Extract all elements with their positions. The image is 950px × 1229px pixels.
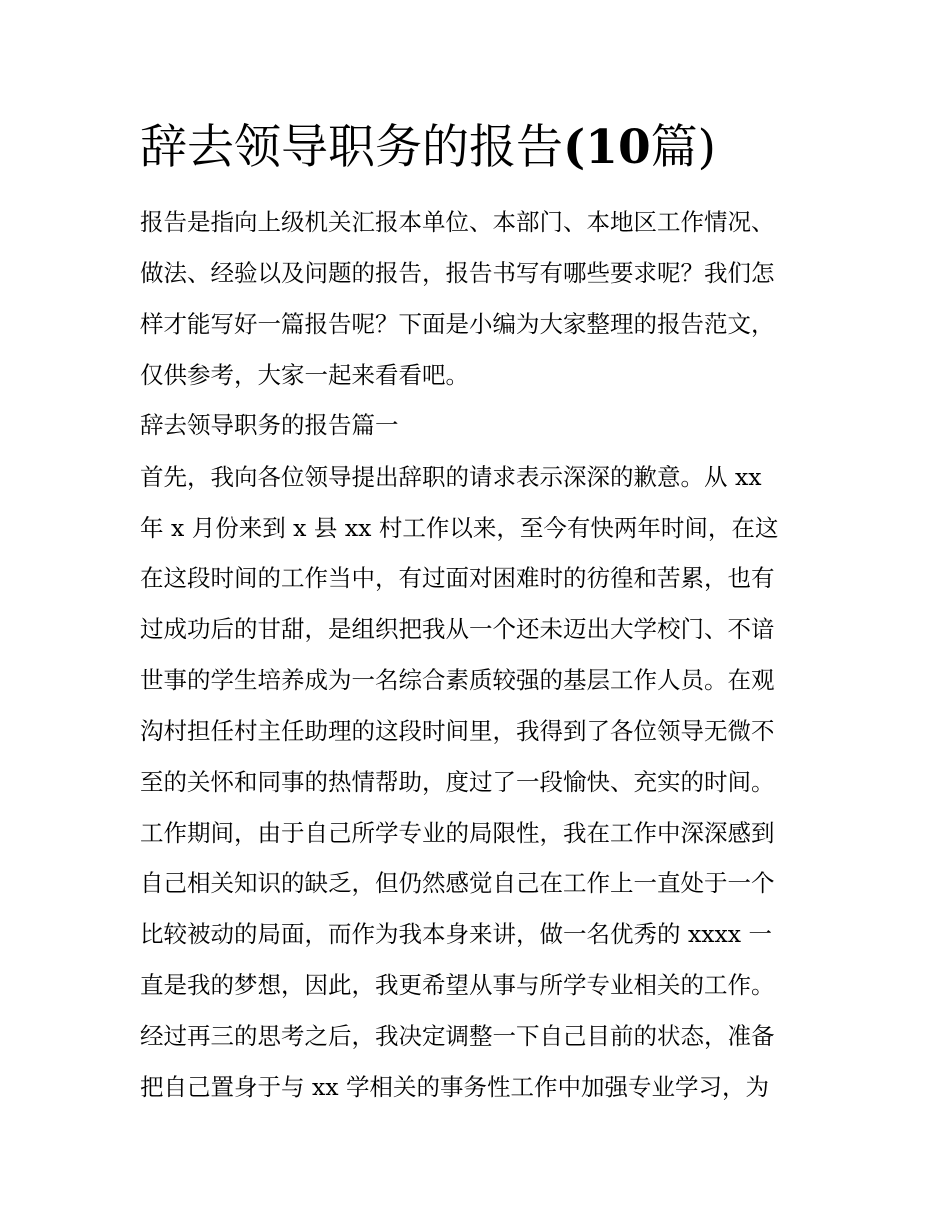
paragraph-line: 样才能写好一篇报告呢？下面是小编为大家整理的报告范文，: [140, 310, 775, 338]
paragraph-line: 把自己置身于与 xx 学相关的事务性工作中加强专业学习，为: [140, 1073, 769, 1101]
paragraph-line: 仅供参考，大家一起来看看吧。: [140, 361, 469, 389]
paragraph-line: 自己相关知识的缺乏，但仍然感觉自己在工作上一直处于一个: [140, 869, 775, 897]
paragraph-line: 报告是指向上级机关汇报本单位、本部门、本地区工作情况、: [140, 208, 775, 236]
paragraph-line: 世事的学生培养成为一名综合素质较强的基层工作人员。在观: [140, 666, 775, 694]
title-prefix: 辞去领导职务的报告: [140, 120, 563, 175]
paragraph-line: 年 x 月份来到 x 县 xx 村工作以来，至今有快两年时间，在这: [140, 514, 779, 542]
paragraph-line: 比较被动的局面，而作为我本身来讲，做一名优秀的 xxxx 一: [140, 920, 772, 948]
document-title: [140, 118, 820, 178]
paragraph-line: 工作期间，由于自己所学专业的局限性，我在工作中深深感到: [140, 819, 775, 847]
paragraph-line: 在这段时间的工作当中，有过面对困难时的彷徨和苦累，也有: [140, 564, 775, 592]
paragraph-line: 直是我的梦想，因此，我更希望从事与所学专业相关的工作。: [140, 971, 775, 999]
paragraph-line: 至的关怀和同事的热情帮助，度过了一段愉快、充实的时间。: [140, 768, 775, 796]
paragraph-line: 经过再三的思考之后，我决定调整一下自己目前的状态，准备: [140, 1022, 775, 1050]
title-number: (10: [563, 120, 651, 175]
paragraph-line: 做法、经验以及问题的报告，报告书写有哪些要求呢？我们怎: [140, 259, 775, 287]
title-suffix: 篇): [650, 120, 716, 175]
paragraph-line: 首先，我向各位领导提出辞职的请求表示深深的歉意。从 xx: [140, 463, 762, 491]
section-heading: 辞去领导职务的报告篇一: [140, 411, 399, 439]
paragraph-line: 过成功后的甘甜，是组织把我从一个还未迈出大学校门、不谙: [140, 615, 775, 643]
paragraph-line: 沟村担任村主任助理的这段时间里，我得到了各位领导无微不: [140, 717, 775, 745]
